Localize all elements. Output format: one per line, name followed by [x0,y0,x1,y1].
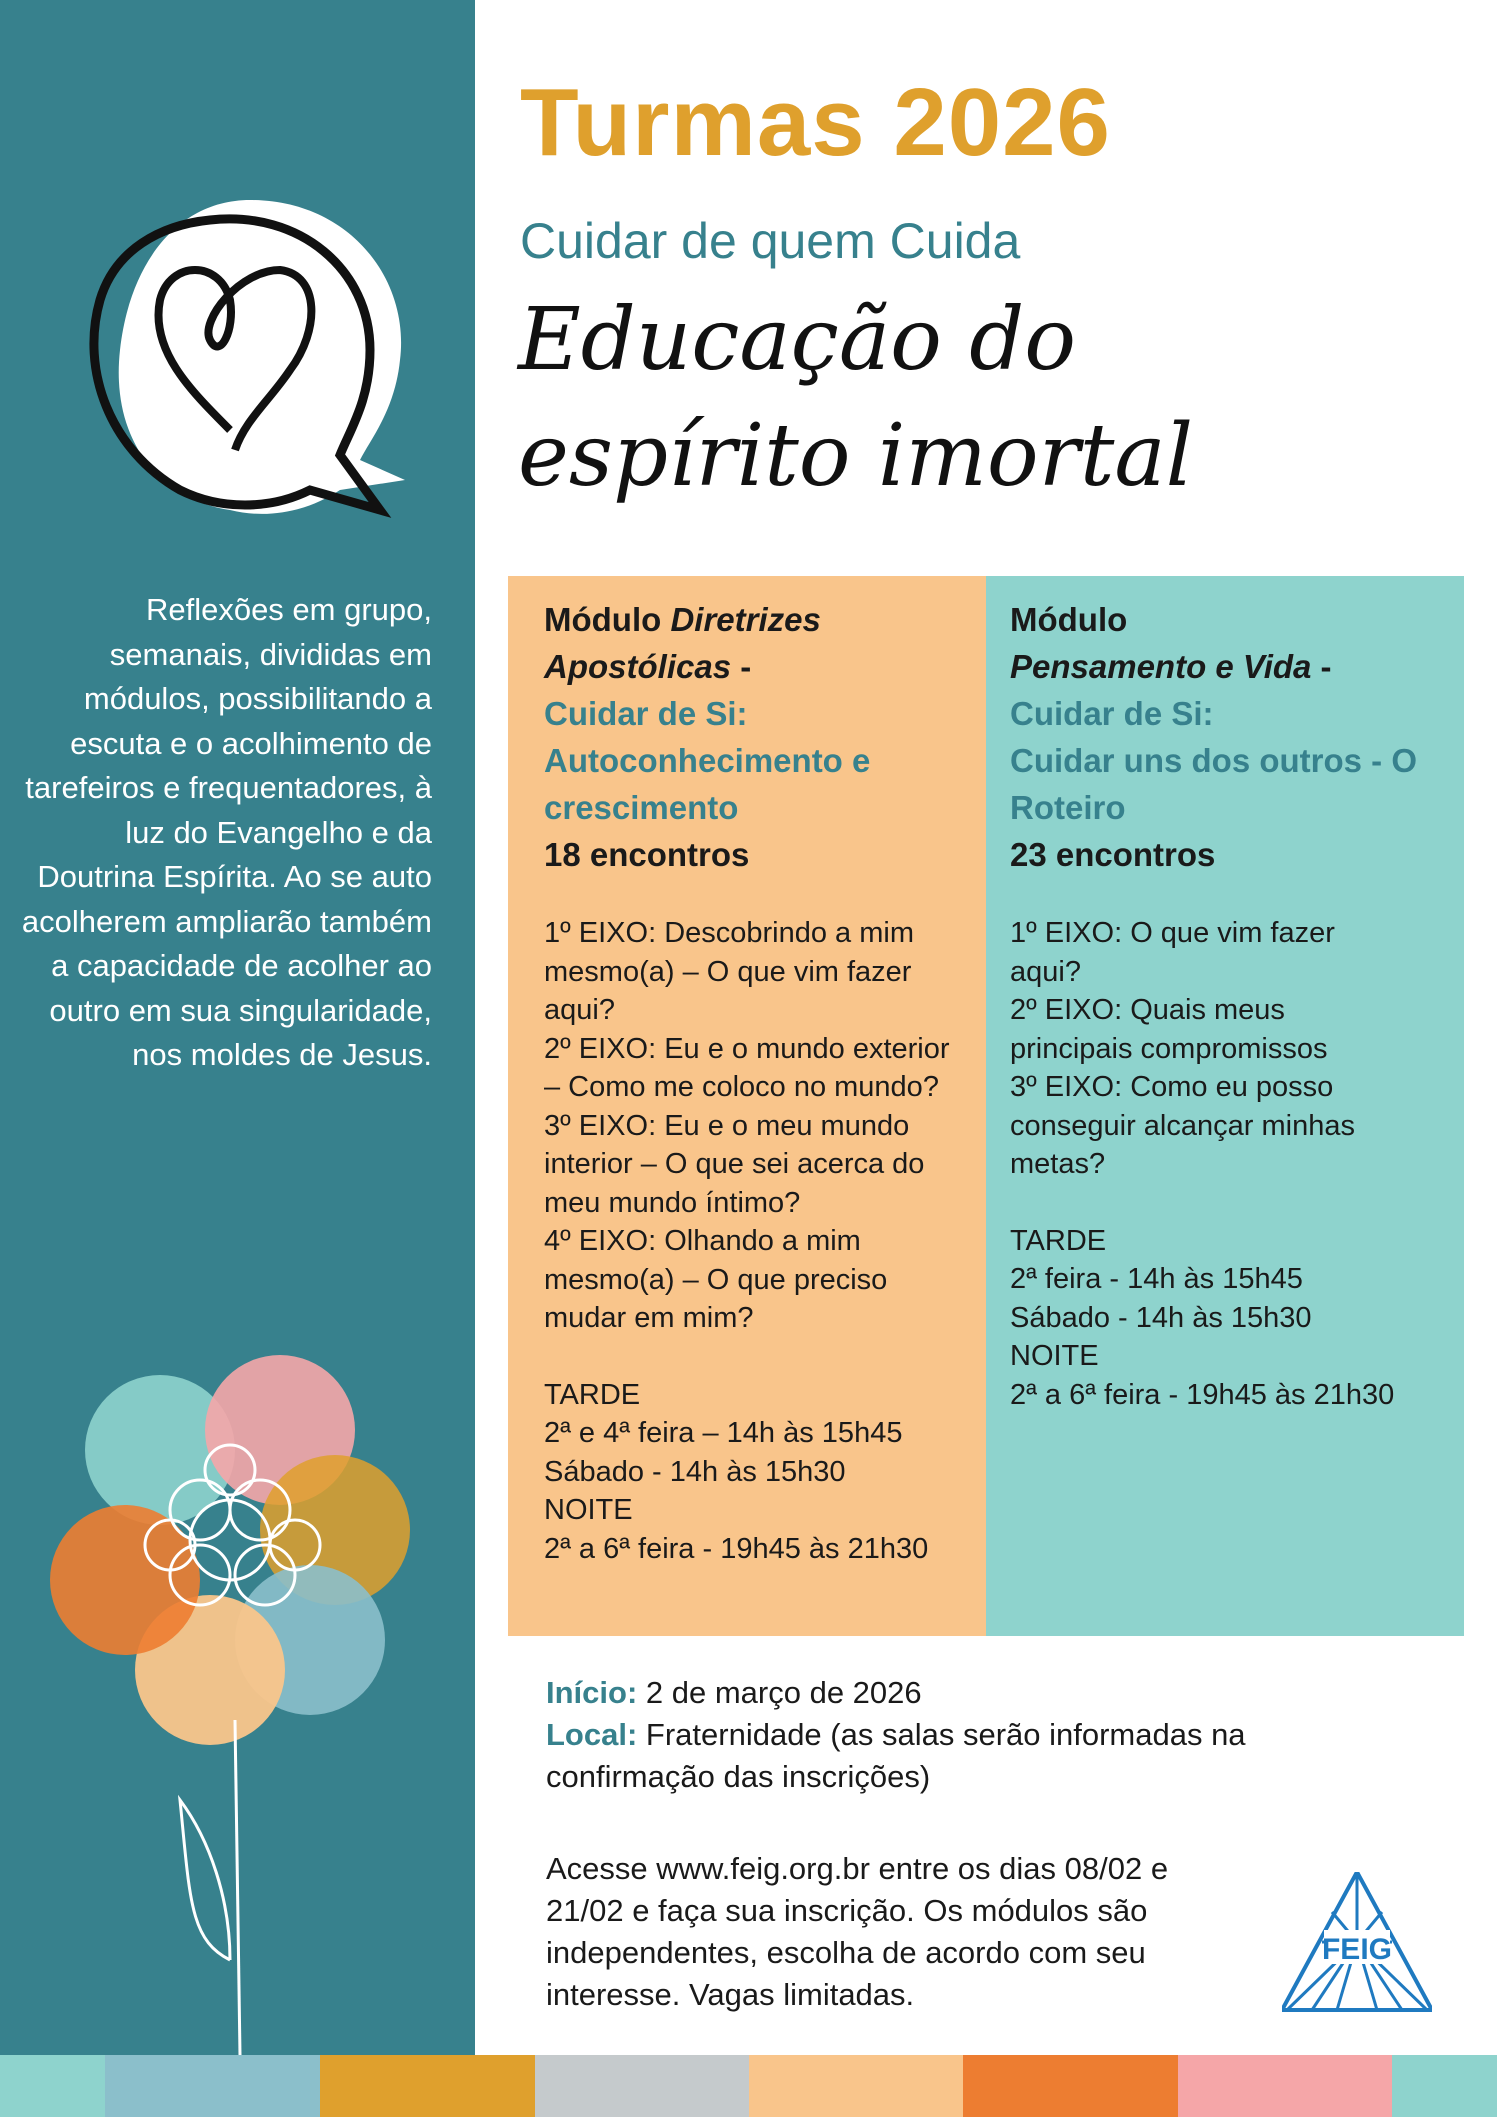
module-eixos [544,914,966,1568]
stripe [1178,2055,1392,2117]
script-title-line: Educação do [518,290,1077,390]
location: Local: Fraternidade (as salas serão informadas na confirmação das inscrições) [546,1717,1246,1794]
stripe [105,2055,320,2117]
stripe [0,2055,105,2117]
schedule-item: Sábado - 14h às 15h30 [544,1455,846,1488]
left-panel [0,0,475,2055]
eixo-item: 3º EIXO: Como eu posso conseguir alcançar minhas metas? [1010,1071,1364,1180]
module-title: Módulo Pensamento e Vida - [1010,601,1332,685]
module-eixos [1010,914,1410,1414]
eixo-item: 4º EIXO: Olhando a mim mesmo(a) – O que preciso mudar em mim? [544,1225,896,1334]
eixo-item: 3º EIXO: Eu e o meu mundo interior – O que sei acerca do meu mundo íntimo? [544,1109,933,1219]
stripe [749,2055,963,2117]
flower-illustration [40,1340,430,2055]
eixo-item: 2º EIXO: Eu e o mundo exterior – Como me coloco no mundo? [544,1032,958,1103]
heart-speech-bubble-icon [70,190,420,530]
stripe [963,2055,1178,2117]
eixo-item: 2º EIXO: Quais meus principais compromissos [1010,994,1328,1065]
schedule-item: TARDE [1010,1224,1107,1257]
module-title: Módulo Diretrizes Apostólicas - [544,601,821,685]
schedule-item: 2ª a 6ª feira - 19h45 às 21h30 [544,1532,929,1565]
color-stripes [0,2055,1497,2117]
registration-text: Acesse www.feig.org.br entre os dias 08/02 e 21/02 e faça sua inscrição. Os módulos são independentes, escolha de acordo com seu interesse. Vagas limitadas. [546,1851,1169,2012]
feig-logo [1282,1872,1432,2012]
subtitle: Cuidar de quem Cuida [520,213,1021,269]
module-card-diretrizes [508,576,986,1636]
schedule-item: 2ª e 4ª feira – 14h às 15h45 [544,1417,903,1449]
stripe [320,2055,535,2117]
svg-text:FEIG: FEIG [1321,1933,1393,1966]
schedule-item: Sábado - 14h às 15h30 [1010,1301,1312,1334]
eixo-item: 1º EIXO: Descobrindo a mim mesmo(a) – O que vim fazer aqui? [544,917,923,1026]
module-count: 23 encontros [1010,836,1216,873]
schedule-item: NOITE [1010,1340,1099,1372]
event-info [546,1672,1366,1798]
stripe [1392,2055,1497,2117]
module-theme: Cuidar de Si: [544,695,748,732]
schedule-item: 2ª a 6ª feira - 19h45 às 21h30 [1010,1378,1395,1411]
schedule-item: 2ª feira - 14h às 15h45 [1010,1263,1303,1295]
module-theme: Cuidar uns dos outros - O Roteiro [1010,742,1418,826]
page-title: Turmas 2026 [520,69,1111,176]
intro-text: Reflexões em grupo, semanais, divididas em módulos, possibilitando a escuta e o acolhimento de tarefeiros e frequentadores, à luz do Evangelho e da Doutrina Espírita. Ao se auto acolherem ampliarão também a capacidade de acolher ao outro em sua singularidade, nos moldes de Jesus. [21,592,432,1072]
script-title [518,282,1458,514]
schedule-item: NOITE [544,1494,633,1526]
script-title-line: espírito imortal [518,406,1194,506]
start-date: Início: 2 de março de 2026 [546,1675,922,1710]
eixo-item: 1º EIXO: O que vim fazer aqui? [1010,917,1343,988]
schedule-item: TARDE [544,1378,641,1411]
module-count: 18 encontros [544,836,750,873]
module-theme: Autoconhecimento e crescimento [544,742,871,826]
stripe [535,2055,749,2117]
module-theme: Cuidar de Si: [1010,695,1214,732]
module-card-pensamento [986,576,1464,1636]
